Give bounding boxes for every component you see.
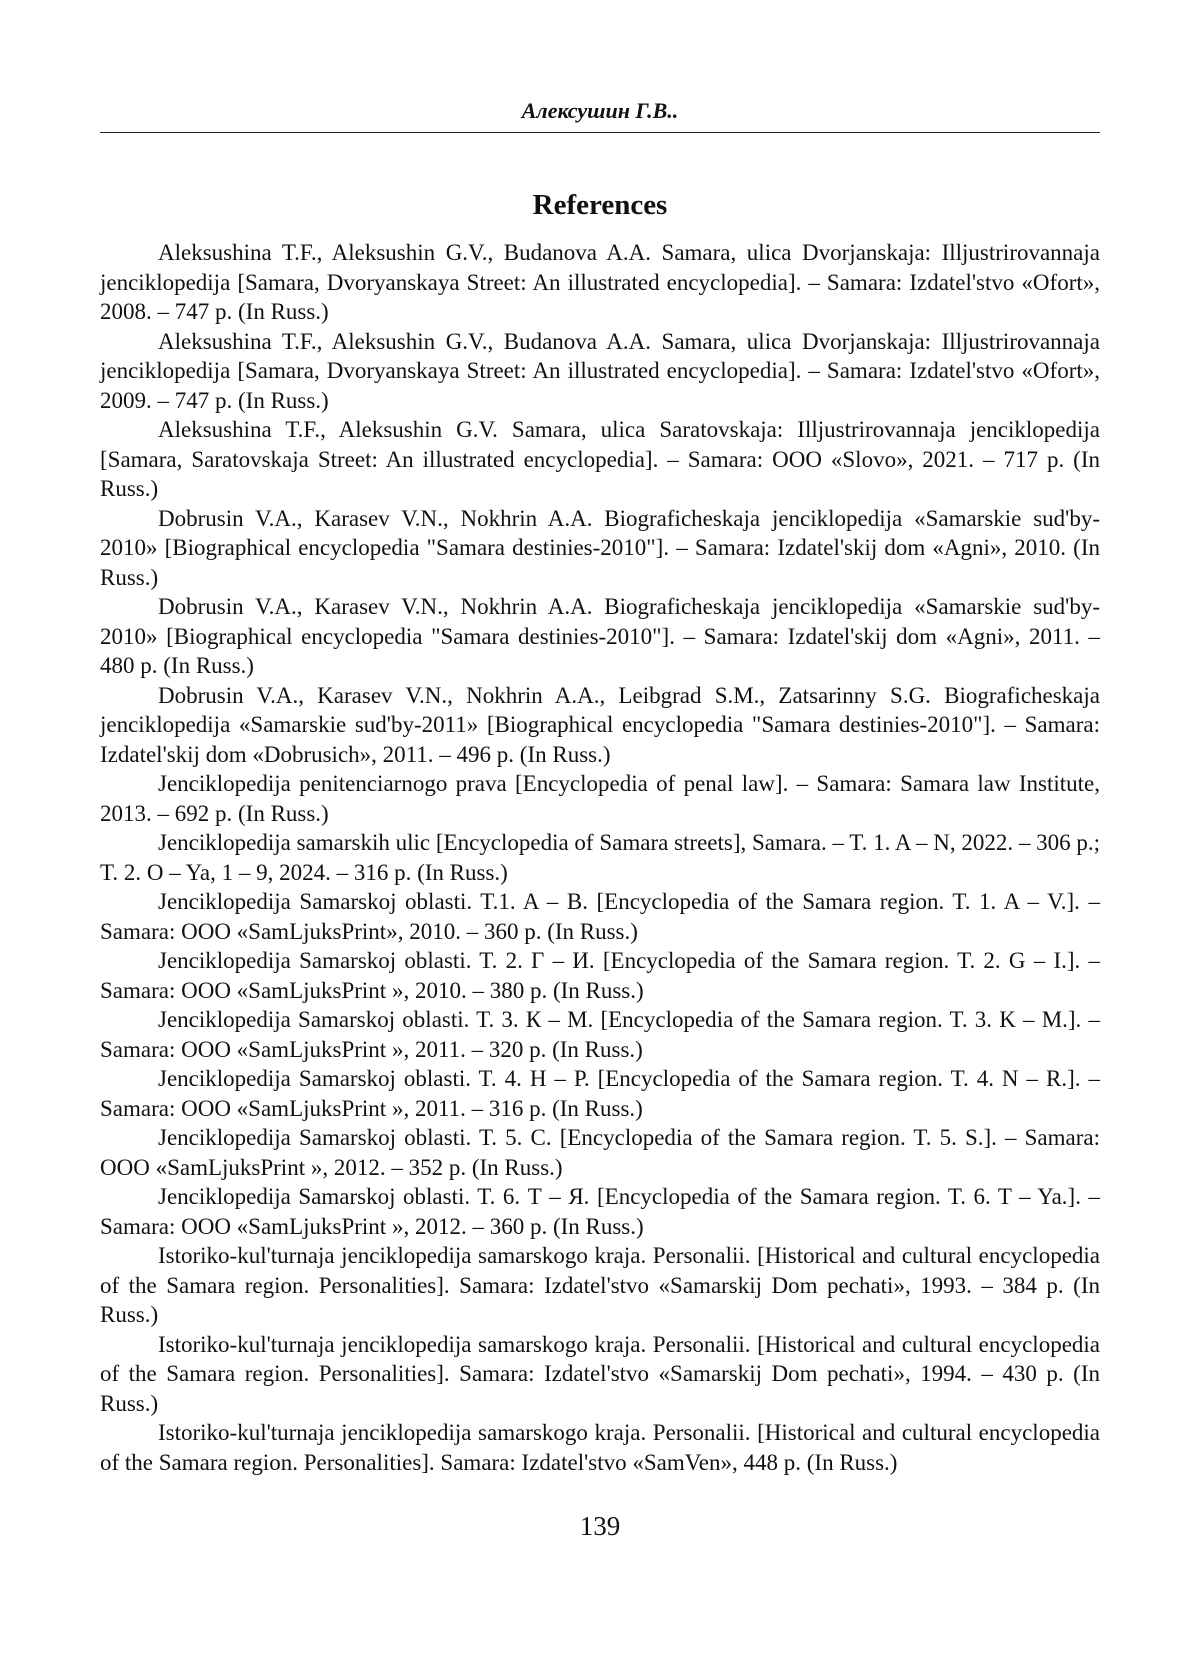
reference-list [100,238,1100,1477]
reference-item: Dobrusin V.A., Karasev V.N., Nokhrin A.A. Biograficheskaja jenciklopedija «Samarskie sud'by-2010» [Biographical encyclopedia "Samara destinies-2010"]. – Samara: Izdatel'skij dom «Agni», 2010. (In Russ.) [100,505,1100,590]
reference-item: Jenciklopedija Samarskoj oblasti. T.1. A – B. [Encyclopedia of the Samara region. T. 1. A – V.]. – Samara: OOO «SamLjuksPrint», 2010. – 360 p. (In Russ.) [100,889,1100,944]
reference-item: Jenciklopedija Samarskoj oblasti. T. 3. К – М. [Encyclopedia of the Samara region. T. 3. K – M.]. – Samara: OOO «SamLjuksPrint », 2011. – 320 p. (In Russ.) [100,1007,1100,1062]
section-title: References [532,189,668,222]
document-page [100,0,1100,1662]
reference-item: Jenciklopedija samarskih ulic [Encyclopedia of Samara streets], Samara. – T. 1. A – N, 2022. – 306 p.; T. 2. O – Ya, 1 – 9, 2024. – 316 p. (In Russ.) [100,830,1100,885]
reference-item: Aleksushina T.F., Aleksushin G.V. Samara, ulica Saratovskaja: Illjustrirovannaja jenciklopedija [Samara, Saratovskaja Street: An illustrated encyclopedia]. – Samara: OOO «Slovo», 2021. – 717 p. (In Russ.) [100,417,1100,501]
reference-item: Jenciklopedija penitenciarnogo prava [Encyclopedia of penal law]. – Samara: Samara law Institute, 2013. – 692 p. (In Russ.) [100,771,1100,826]
header-rule [100,132,1100,133]
reference-item: Jenciklopedija Samarskoj oblasti. T. 2. Г – И. [Encyclopedia of the Samara region. T. 2. G – I.]. – Samara: OOO «SamLjuksPrint », 2010. – 380 p. (In Russ.) [100,948,1100,1003]
running-header: Алексушин Г.В.. [521,98,679,123]
reference-item: Aleksushina T.F., Aleksushin G.V., Budanova A.A. Samara, ulica Dvorjanskaja: Illjustrirovannaja jenciklopedija [Samara, Dvoryanskaya Street: An illustrated encyclopedia]. – Samara: Izdatel'stvo «Ofort», 2009. – 747 p. (In Russ.) [100,328,1100,413]
reference-item: Dobrusin V.A., Karasev V.N., Nokhrin A.A., Leibgrad S.M., Zatsarinny S.G. Biograficheskaja jenciklopedija «Samarskie sud'by-2011» [Biographical encyclopedia "Samara destinies-2010"]. – Samara: Izdatel'skij dom «Dobrusich», 2011. – 496 p. (In Russ.) [100,682,1100,767]
reference-item: Jenciklopedija Samarskoj oblasti. T. 5. С. [Encyclopedia of the Samara region. T. 5. S.]. – Samara: OOO «SamLjuksPrint », 2012. – 352 p. (In Russ.) [100,1125,1100,1180]
reference-item: Dobrusin V.A., Karasev V.N., Nokhrin A.A. Biograficheskaja jenciklopedija «Samarskie sud'by-2010» [Biographical encyclopedia "Samara destinies-2010"]. – Samara: Izdatel'skij dom «Agni», 2011. – 480 p. (In Russ.) [100,594,1100,678]
reference-item: Jenciklopedija Samarskoj oblasti. T. 4. Н – Р. [Encyclopedia of the Samara region. T. 4. N – R.]. – Samara: OOO «SamLjuksPrint », 2011. – 316 p. (In Russ.) [100,1066,1100,1121]
reference-item: Istoriko-kul'turnaja jenciklopedija samarskogo kraja. Personalii. [Historical and cultural encyclopedia of the Samara region. Personalities]. Samara: Izdatel'stvo «SamVen», 448 p. (In Russ.) [100,1420,1100,1475]
reference-item: Istoriko-kul'turnaja jenciklopedija samarskogo kraja. Personalii. [Historical and cultural encyclopedia of the Samara region. Personalities]. Samara: Izdatel'stvo «Samarskij Dom pechati», 1994. – 430 p. (In Russ.) [100,1331,1100,1416]
page-number: 139 [579,1511,621,1541]
reference-item: Istoriko-kul'turnaja jenciklopedija samarskogo kraja. Personalii. [Historical and cultural encyclopedia of the Samara region. Personalities]. Samara: Izdatel'stvo «Samarskij Dom pechati», 1993. – 384 p. (In Russ.) [100,1243,1100,1327]
reference-item: Aleksushina T.F., Aleksushin G.V., Budanova A.A. Samara, ulica Dvorjanskaja: Illjustrirovannaja jenciklopedija [Samara, Dvoryanskaya Street: An illustrated encyclopedia]. – Samara: Izdatel'stvo «Ofort», 2008. – 747 p. (In Russ.) [100,240,1100,324]
reference-item: Jenciklopedija Samarskoj oblasti. T. 6. Т – Я. [Encyclopedia of the Samara region. T. 6. T – Ya.]. – Samara: OOO «SamLjuksPrint », 2012. – 360 p. (In Russ.) [100,1184,1100,1239]
